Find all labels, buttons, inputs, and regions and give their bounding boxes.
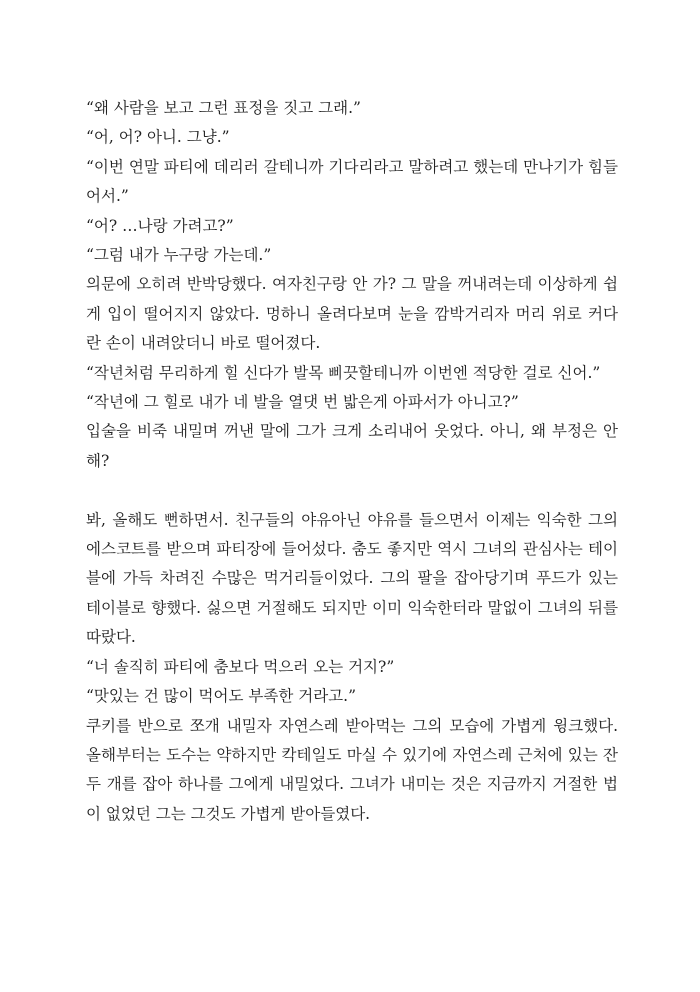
dialogue-line: “어, 어? 아니. 그냥.” (86, 128, 230, 147)
dialogue-line: “작년에 그 힐로 내가 네 발을 열댓 번 밟은게 아파서가 아니고?” (86, 393, 519, 412)
dialogue-line: “맛있는 건 많이 먹어도 부족한 거라고.” (86, 687, 357, 706)
dialogue-line: “그럼 내가 누구랑 가는데.” (86, 246, 272, 265)
dialogue-line: “왜 사람을 보고 그런 표정을 짓고 그래.” (86, 99, 361, 117)
dialogue-line: “너 솔직히 파티에 춤보다 먹으러 오는 거지?” (86, 657, 395, 676)
narration-paragraph: 의문에 오히려 반박당했다. 여자친구랑 안 가? 그 말을 꺼내려는데 이상하게 쉽게 입이 떨어지지 않았다. 멍하니 올려다보며 눈을 깜박거리자 머리 위로 커다란 손이 내려앉더니 바로 떨어졌다. (86, 275, 618, 353)
document-body (86, 94, 618, 829)
dialogue-line: “이번 연말 파티에 데리러 갈테니까 기다리라고 말하려고 했는데 만나기가 힘들어서.” (86, 157, 618, 206)
narration-paragraph: 봐, 올해도 뻔하면서. 친구들의 야유아닌 야유를 들으면서 이제는 익숙한 그의 에스코트를 받으며 파티장에 들어섰다. 춤도 좋지만 역시 그녀의 관심사는 테이블에 가득 차려진 수많은 먹거리들이었다. 그의 팔을 잡아당기며 푸드가 있는 테이블로 향했다. 싫으면 거절해도 되지만 이미 익숙한터라 말없이 그녀의 뒤를 따랐다. (86, 510, 618, 647)
narration-paragraph: 쿠키를 반으로 쪼개 내밀자 자연스레 받아먹는 그의 모습에 가볍게 윙크했다. 올해부터는 도수는 약하지만 칵테일도 마실 수 있기에 자연스레 근처에 있는 잔 두 개를 잡아 하나를 그에게 내밀었다. 그녀가 내미는 것은 지금까지 거절한 법이 없었던 그는 그것도 가볍게 받아들였다. (86, 716, 618, 823)
dialogue-line: “어? …나랑 가려고?” (86, 216, 234, 235)
section-break (86, 476, 618, 505)
narration-paragraph: 입술을 비죽 내밀며 꺼낸 말에 그가 크게 소리내어 웃었다. 아니, 왜 부정은 안해? (86, 422, 618, 470)
dialogue-line: “작년처럼 무리하게 힐 신다가 발목 삐끗할테니까 이번엔 적당한 걸로 신어.” (86, 363, 601, 382)
